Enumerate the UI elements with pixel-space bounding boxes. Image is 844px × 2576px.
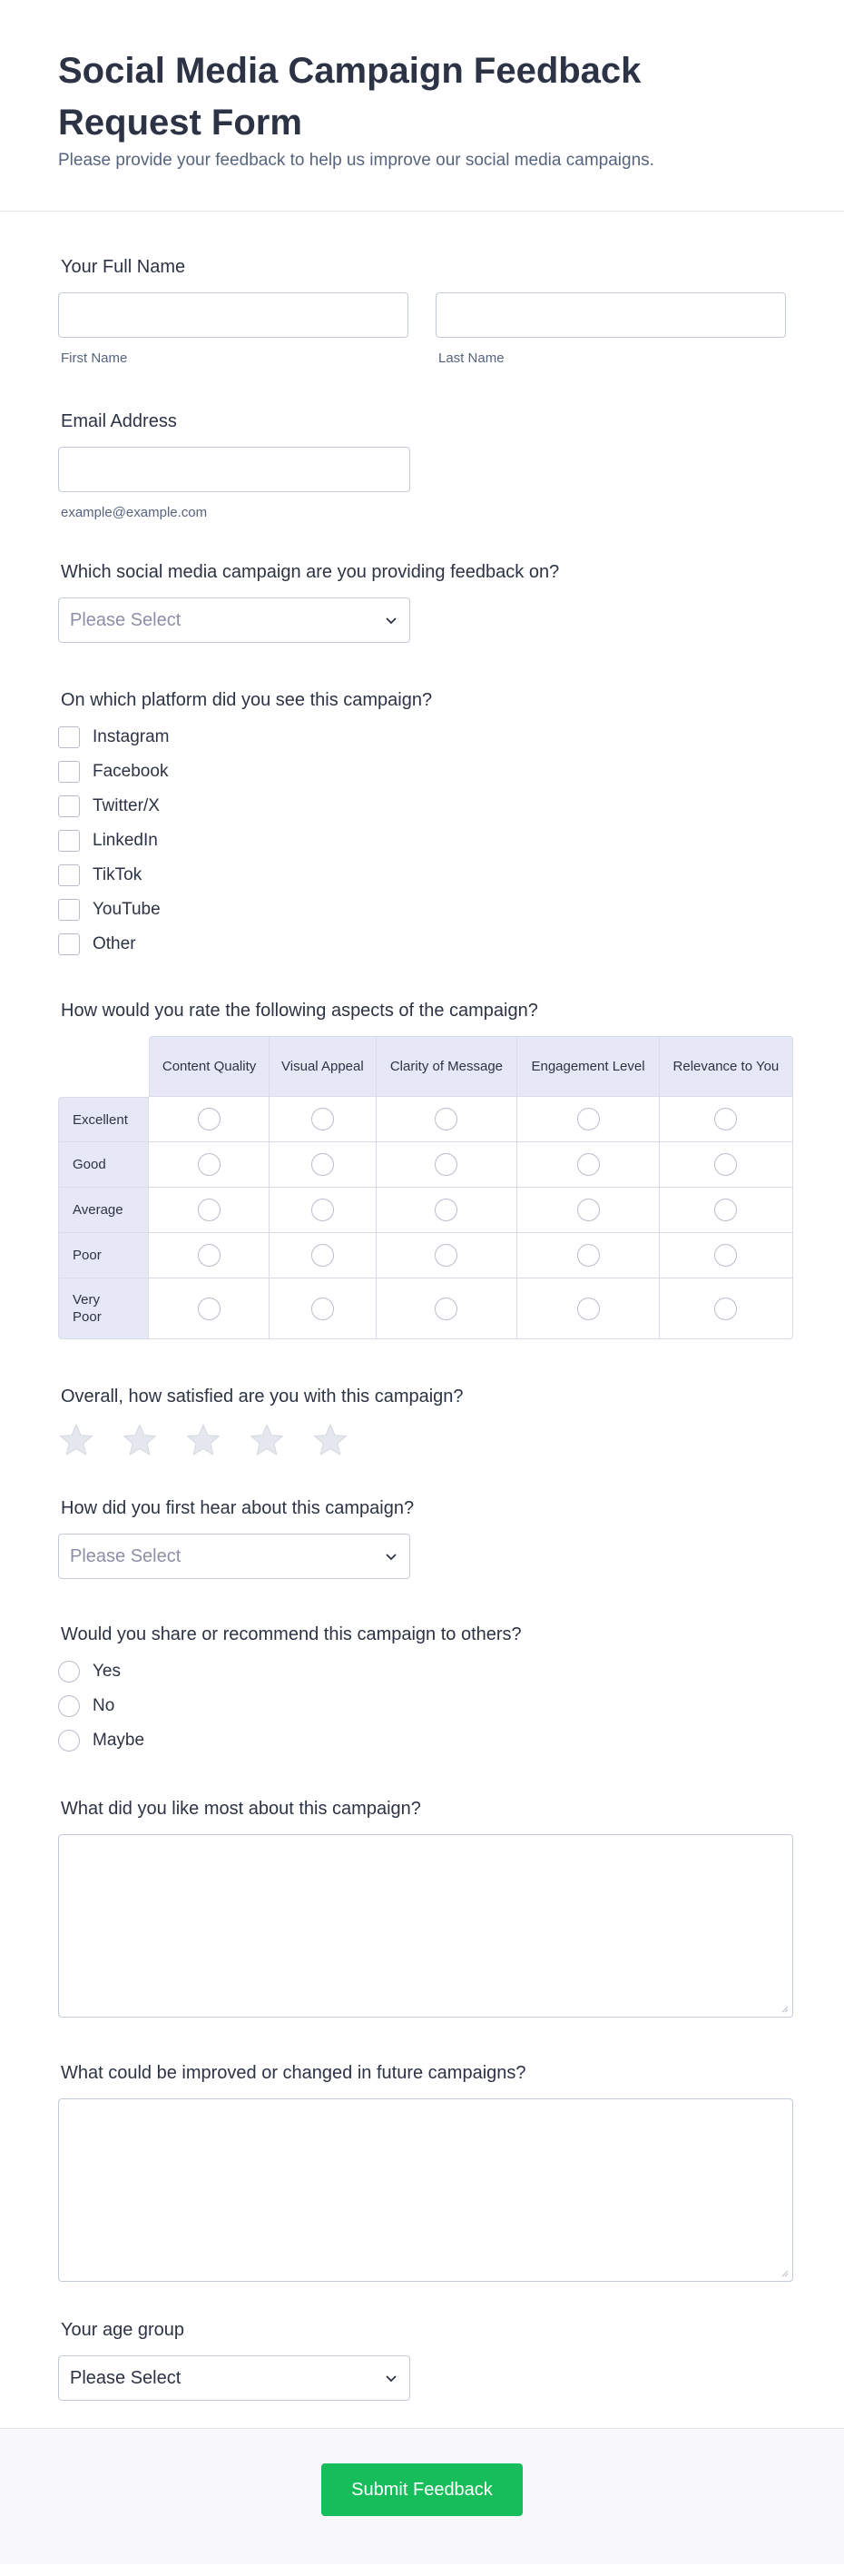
checkbox[interactable]: [58, 726, 80, 748]
matrix-radio[interactable]: [311, 1199, 334, 1221]
star-icon[interactable]: [312, 1422, 348, 1458]
last-name-sublabel: Last Name: [438, 350, 505, 366]
matrix-column-header: Clarity of Message: [377, 1036, 518, 1097]
resize-handle-icon[interactable]: [781, 2270, 789, 2277]
matrix-radio[interactable]: [198, 1108, 221, 1130]
matrix-corner: [58, 1036, 149, 1097]
platform-option-label: YouTube: [93, 899, 161, 919]
platform-option[interactable]: [58, 898, 786, 921]
liked-label: What did you like most about this campaign?: [61, 1799, 421, 1819]
star-rating: [58, 1422, 786, 1458]
radio-button[interactable]: [58, 1730, 80, 1752]
rating-label: How would you rate the following aspects of the campaign?: [61, 1001, 538, 1021]
star-icon[interactable]: [122, 1422, 158, 1458]
matrix-column-header: Content Quality: [149, 1036, 270, 1097]
submit-button[interactable]: Submit Feedback: [321, 2463, 523, 2516]
recommend-field: [58, 1624, 786, 1752]
matrix-radio[interactable]: [311, 1298, 334, 1320]
platform-option-label: Other: [93, 933, 136, 953]
radio-button[interactable]: [58, 1661, 80, 1683]
matrix-radio[interactable]: [198, 1153, 221, 1176]
form-footer: [0, 2428, 844, 2564]
recommend-option[interactable]: [58, 1660, 786, 1683]
platform-option-label: TikTok: [93, 864, 142, 884]
platform-option[interactable]: [58, 933, 786, 955]
platform-option-label: Facebook: [93, 761, 169, 781]
matrix-radio[interactable]: [577, 1199, 600, 1221]
full-name-label: Your Full Name: [61, 257, 186, 277]
platform-option-label: LinkedIn: [93, 830, 158, 850]
matrix-radio[interactable]: [714, 1244, 737, 1267]
matrix-radio[interactable]: [577, 1298, 600, 1320]
rating-matrix: [58, 1036, 793, 1339]
satisfaction-field: [58, 1387, 786, 1458]
matrix-column-header: Engagement Level: [517, 1036, 660, 1097]
recommend-option-label: Maybe: [93, 1730, 145, 1750]
platform-checkbox-list: [58, 725, 786, 955]
platform-field: [58, 690, 786, 955]
heard-field: [58, 1498, 786, 1579]
form-subtitle: Please provide your feedback to help us improve our social media campaigns.: [58, 151, 654, 170]
recommend-option[interactable]: [58, 1729, 786, 1752]
campaign-select-value: Please Select: [70, 609, 182, 630]
platform-option[interactable]: [58, 864, 786, 886]
matrix-row: [58, 1188, 793, 1233]
rating-field: [58, 1001, 786, 1339]
matrix-radio[interactable]: [198, 1244, 221, 1267]
matrix-radio[interactable]: [198, 1199, 221, 1221]
platform-option-label: Instagram: [93, 726, 170, 746]
star-icon[interactable]: [185, 1422, 221, 1458]
form-title: Social Media Campaign Feedback Request Form: [58, 51, 642, 143]
checkbox[interactable]: [58, 864, 80, 886]
matrix-row-header: Good: [58, 1142, 149, 1188]
heard-select-value: Please Select: [70, 1545, 182, 1566]
platform-option[interactable]: [58, 795, 786, 817]
recommend-label: Would you share or recommend this campaign to others?: [61, 1624, 522, 1644]
platform-label: On which platform did you see this campaign?: [61, 690, 433, 710]
matrix-row-header: Average: [58, 1188, 149, 1233]
liked-field: [58, 1799, 786, 2018]
satisfaction-label: Overall, how satisfied are you with this campaign?: [61, 1387, 464, 1406]
form-header: [0, 0, 844, 212]
chevron-down-icon: [384, 613, 398, 627]
matrix-radio[interactable]: [435, 1153, 457, 1176]
matrix-row: [58, 1278, 793, 1339]
radio-button[interactable]: [58, 1695, 80, 1717]
first-name-sublabel: First Name: [61, 350, 128, 366]
improve-textarea[interactable]: [58, 2098, 793, 2282]
campaign-label: Which social media campaign are you providing feedback on?: [61, 562, 560, 582]
matrix-row: [58, 1142, 793, 1188]
email-input[interactable]: [58, 447, 410, 492]
matrix-radio[interactable]: [714, 1108, 737, 1130]
platform-option[interactable]: [58, 725, 786, 748]
resize-handle-icon[interactable]: [781, 2006, 789, 2013]
matrix-column-header: Relevance to You: [660, 1036, 793, 1097]
email-field: [58, 411, 786, 520]
campaign-field: [58, 562, 786, 643]
matrix-row: [58, 1233, 793, 1278]
last-name-input[interactable]: [436, 292, 786, 338]
first-name-input[interactable]: [58, 292, 408, 338]
matrix-radio[interactable]: [577, 1108, 600, 1130]
checkbox[interactable]: [58, 761, 80, 783]
checkbox[interactable]: [58, 933, 80, 955]
checkbox[interactable]: [58, 899, 80, 921]
improve-field: [58, 2063, 786, 2282]
matrix-radio[interactable]: [435, 1108, 457, 1130]
platform-option[interactable]: [58, 829, 786, 852]
star-icon[interactable]: [249, 1422, 285, 1458]
form-body: [0, 212, 844, 2401]
recommend-option-label: No: [93, 1695, 115, 1715]
star-icon[interactable]: [58, 1422, 94, 1458]
checkbox[interactable]: [58, 795, 80, 817]
chevron-down-icon: [384, 2371, 398, 2385]
checkbox[interactable]: [58, 830, 80, 852]
matrix-radio[interactable]: [311, 1153, 334, 1176]
recommend-radio-list: [58, 1660, 786, 1752]
matrix-radio[interactable]: [435, 1298, 457, 1320]
chevron-down-icon: [384, 1549, 398, 1564]
matrix-column-header: Visual Appeal: [270, 1036, 377, 1097]
heard-select[interactable]: [58, 1534, 410, 1579]
campaign-select[interactable]: [58, 597, 410, 643]
email-sublabel: example@example.com: [61, 505, 208, 520]
email-label: Email Address: [61, 411, 177, 431]
matrix-row: [58, 1097, 793, 1142]
platform-option-label: Twitter/X: [93, 795, 160, 815]
full-name-field: [58, 257, 786, 366]
recommend-option-label: Yes: [93, 1661, 121, 1681]
platform-option[interactable]: [58, 760, 786, 783]
age-select[interactable]: [58, 2355, 410, 2401]
age-label: Your age group: [61, 2320, 185, 2340]
recommend-option[interactable]: [58, 1694, 786, 1717]
matrix-row-header: Very Poor: [58, 1278, 149, 1339]
matrix-row-header: Poor: [58, 1233, 149, 1278]
age-select-value: Please Select: [70, 2367, 182, 2388]
matrix-radio[interactable]: [311, 1108, 334, 1130]
matrix-radio[interactable]: [435, 1199, 457, 1221]
matrix-radio[interactable]: [198, 1298, 221, 1320]
improve-label: What could be improved or changed in future campaigns?: [61, 2063, 526, 2083]
matrix-radio[interactable]: [577, 1153, 600, 1176]
matrix-radio[interactable]: [714, 1199, 737, 1221]
liked-textarea[interactable]: [58, 1834, 793, 2018]
matrix-radio[interactable]: [577, 1244, 600, 1267]
matrix-radio[interactable]: [714, 1298, 737, 1320]
matrix-radio[interactable]: [435, 1244, 457, 1267]
matrix-row-header: Excellent: [58, 1097, 149, 1142]
heard-label: How did you first hear about this campaign?: [61, 1498, 415, 1518]
matrix-radio[interactable]: [311, 1244, 334, 1267]
matrix-radio[interactable]: [714, 1153, 737, 1176]
age-field: [58, 2320, 786, 2401]
